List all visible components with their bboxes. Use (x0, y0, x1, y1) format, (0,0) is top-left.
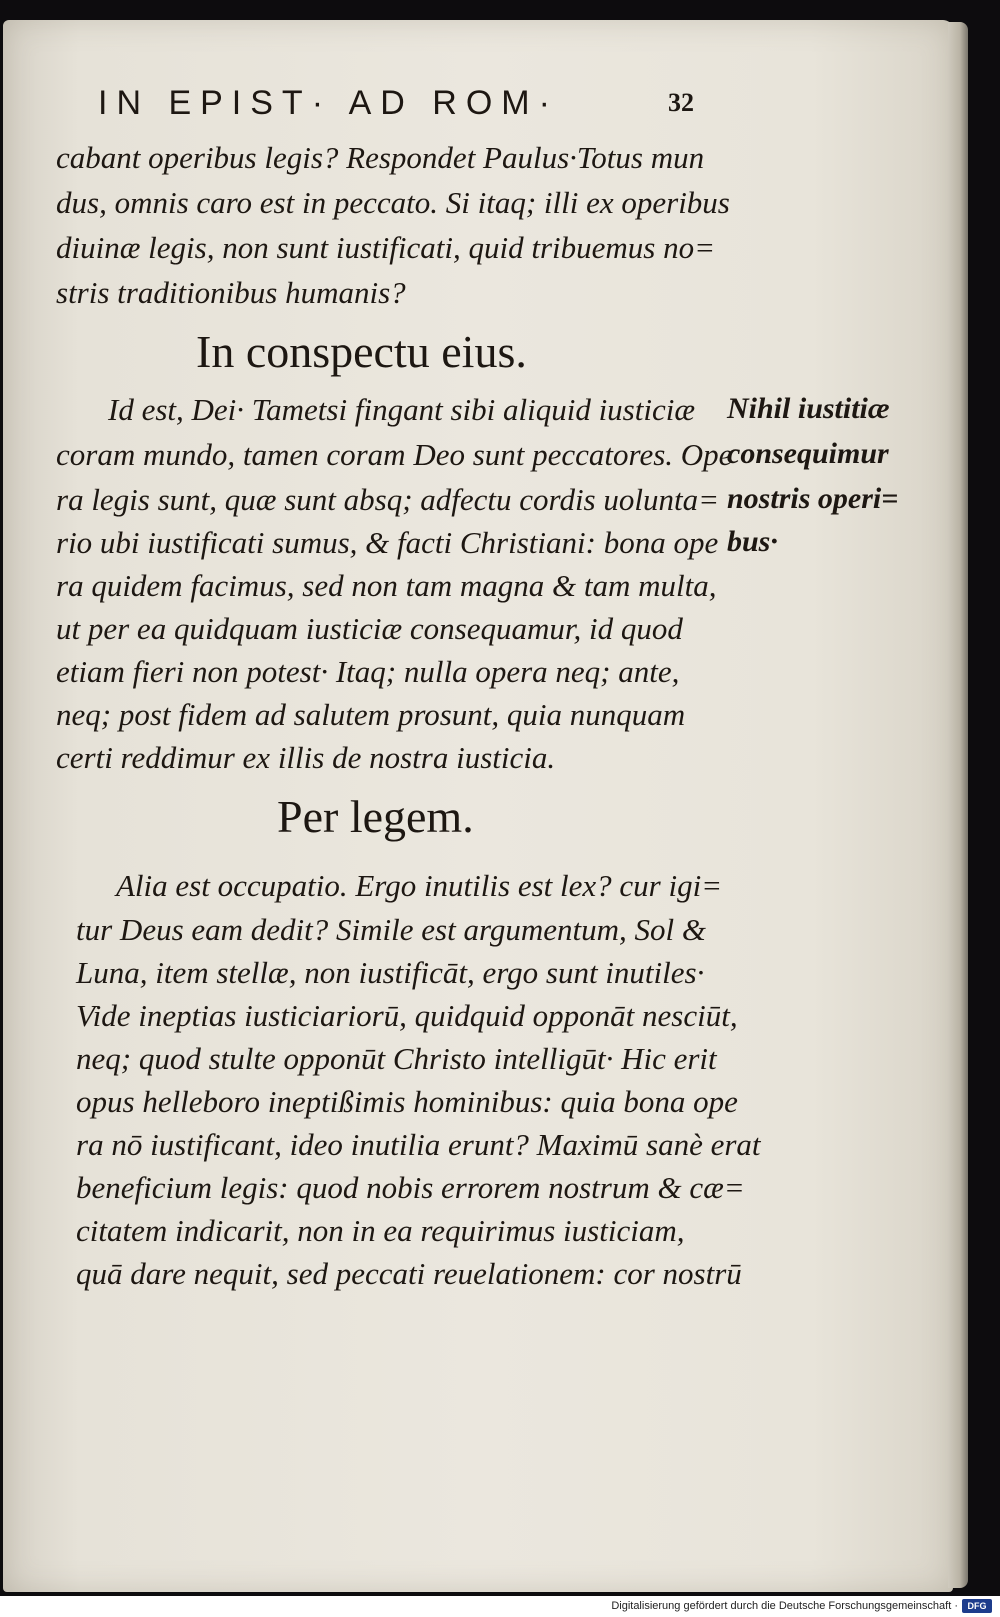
running-header: IN EPIST· AD ROM· (98, 84, 559, 122)
text-line: opus helleboro ineptißimis hominibus: quia bona ope (76, 1084, 738, 1119)
text-line: coram mundo, tamen coram Deo sunt peccatores. Ope (56, 437, 733, 472)
marginal-note-line: Nihil iustitiæ (727, 392, 890, 425)
text-line: Luna, item stellæ, non iustificāt, ergo sunt inutiles· (76, 955, 705, 990)
text-line: tur Deus eam dedit? Simile est argumentum, Sol & (76, 912, 706, 947)
text-line: rio ubi iustificati sumus, & facti Christiani: bona ope (56, 525, 719, 560)
text-line: ra nō iustificant, ideo inutilia erunt? Maximū sanè erat (76, 1127, 761, 1162)
marginal-note-line: consequimur (727, 437, 889, 470)
text-line: stris traditionibus humanis? (56, 275, 406, 310)
text-line: neq; post fidem ad salutem prosunt, quia nunquam (56, 697, 686, 732)
text-line: ut per ea quidquam iusticiæ consequamur, id quod (56, 611, 683, 646)
text-line: etiam fieri non potest· Itaq; nulla opera neq; ante, (56, 654, 680, 689)
text-line: quā dare nequit, sed peccati reuelationem: cor nostrū (76, 1256, 742, 1291)
folio-number: 32 (668, 88, 694, 117)
footer-bar (0, 1596, 1000, 1617)
text-line: cabant operibus legis? Respondet Paulus·Totus mun (56, 140, 705, 175)
text-line: dus, omnis caro est in peccato. Si itaq; illi ex operibus (56, 185, 730, 220)
footer-credit: Digitalisierung gefördert durch die Deutsche Forschungsgemeinschaft · (611, 1600, 958, 1612)
text-line: ra legis sunt, quæ sunt absq; adfectu cordis uolunta= (56, 482, 720, 517)
page-edge (948, 22, 968, 1588)
text-line: beneficium legis: quod nobis errorem nostrum & cæ= (76, 1170, 745, 1205)
text-line: Id est, Dei· Tametsi fingant sibi aliquid iusticiæ (108, 392, 696, 427)
text-line: neq; quod stulte opponūt Christo intelligūt· Hic erit (76, 1041, 717, 1076)
text-line: Vide ineptias iusticiariorū, quidquid opponāt nesciūt, (76, 998, 738, 1033)
dfg-logo-icon: DFG (962, 1599, 992, 1613)
text-line: certi reddimur ex illis de nostra iusticia. (56, 740, 556, 775)
section-heading: Per legem. (277, 791, 474, 842)
marginal-note-line: bus· (727, 525, 778, 558)
text-line: Alia est occupatio. Ergo inutilis est lex? cur igi= (116, 868, 723, 903)
text-line: citatem indicarit, non in ea requirimus iusticiam, (76, 1213, 685, 1248)
marginal-note-line: nostris operi= (727, 482, 899, 515)
section-heading: In conspectu eius. (196, 326, 527, 377)
text-line: ra quidem facimus, sed non tam magna & tam multa, (56, 568, 717, 603)
text-line: diuinæ legis, non sunt iustificati, quid tribuemus no= (56, 230, 716, 265)
